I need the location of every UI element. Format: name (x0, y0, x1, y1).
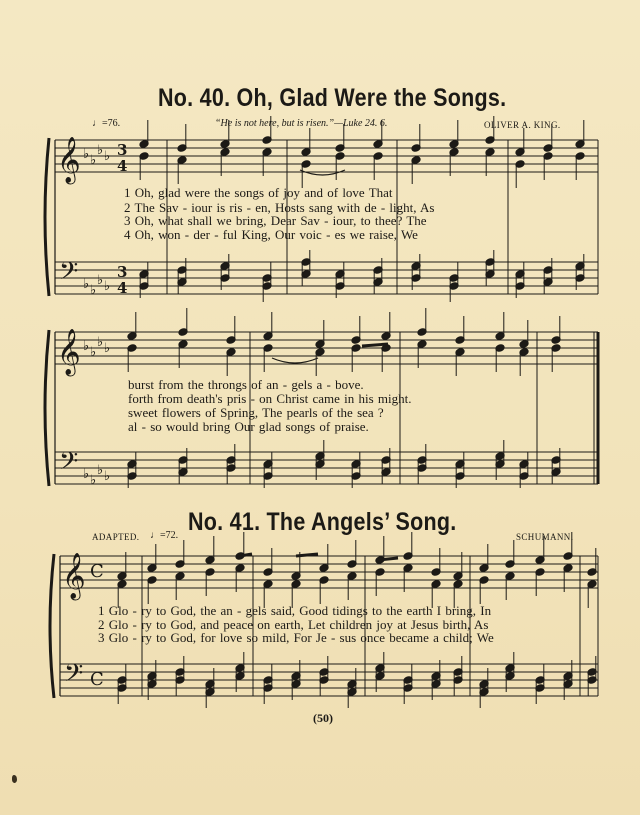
hymn-41-composer: SCHUMANN. (516, 532, 574, 542)
time-signature: 4 (117, 157, 128, 175)
flat-sign: ♭ (97, 463, 104, 478)
system-brace (45, 330, 49, 486)
hymn-40-s2-verse-2: forth from death's pris - on Christ came in his might. (128, 391, 412, 406)
hymn-40-s2-verse-1: burst from the throngs of an - gels a - bove. (128, 377, 364, 392)
hymn-41-verse-2: 2 Glo - ry to God, and peace on earth, Let children joy at Jesus birth, As (98, 617, 489, 632)
flat-sign: ♭ (97, 335, 104, 350)
note-beam (240, 554, 252, 556)
flat-sign: ♭ (104, 149, 111, 164)
treble-clef: 𝄞 (57, 137, 81, 183)
flat-sign: ♭ (90, 345, 97, 360)
flat-sign: ♭ (83, 277, 90, 292)
tie-slur (300, 170, 345, 175)
hymn-40-s1-verse-3: 3 Oh, what shall we bring, Dear Sav - iour, to thee? The (124, 213, 427, 228)
note-beam (296, 554, 318, 556)
hymn-40-title: No. 40. Oh, Glad Were the Songs. (158, 84, 507, 112)
flat-sign: ♭ (83, 339, 90, 354)
bass-clef: 𝄢 (59, 447, 79, 482)
time-signature: C (90, 561, 104, 582)
treble-clef: 𝄞 (62, 553, 86, 599)
hymn-40-s1-verse-2: 2 The Sav - iour is ris - en, Hosts sang with de - light, As (124, 200, 435, 215)
flat-sign: ♭ (104, 469, 111, 484)
flat-sign: ♭ (104, 279, 111, 294)
note-beam (362, 344, 388, 346)
hymn-40-s1-verse-4: 4 Oh, won - der - ful King, Our voic - es we raise, We (124, 227, 418, 242)
hymn-41-verse-3: 3 Glo - ry to God, for love so mild, For Je - sus once became a child; We (98, 630, 494, 645)
hymn-41-title: No. 41. The Angels’ Song. (188, 508, 457, 536)
bass-clef: 𝄢 (64, 659, 84, 694)
hymn-40-s1-verse-1: 1 Oh, glad were the songs of joy and of love That (124, 185, 393, 200)
note-beam (378, 558, 398, 560)
hymn-40-tempo: ♩=76. (92, 118, 121, 129)
flat-sign: ♭ (97, 143, 104, 158)
time-signature: 3 (117, 141, 128, 159)
flat-sign: ♭ (90, 153, 97, 168)
flat-sign: ♭ (90, 283, 97, 298)
hymn-41-adapted: ADAPTED. (92, 532, 140, 542)
treble-clef: 𝄞 (57, 329, 81, 375)
flat-sign: ♭ (97, 273, 104, 288)
hymn-41-verse-1: 1 Glo - ry to God, the an - gels said, Good tidings to the earth I bring, In (98, 603, 492, 618)
time-signature: 3 (117, 263, 128, 281)
hymn-40-composer: OLIVER A. KING. (484, 120, 561, 130)
tie-slur (272, 358, 318, 363)
system-brace (50, 554, 54, 698)
flat-sign: ♭ (83, 467, 90, 482)
flat-sign: ♭ (90, 473, 97, 488)
time-signature: C (90, 669, 104, 690)
page-number: (50) (313, 711, 333, 725)
hymn-40-scripture: “He is not here, but is risen.”—Luke 24. 6. (215, 118, 388, 129)
system-brace (45, 138, 49, 296)
hymn-41-tempo: ♩=72. (150, 530, 179, 541)
flat-sign: ♭ (83, 147, 90, 162)
hymn-40-s2-verse-3: sweet flowers of Spring, The pearls of the sea ? (128, 405, 384, 420)
hymn-40-s2-verse-4: al - so would bring Our glad songs of praise. (128, 419, 369, 434)
bass-clef: 𝄢 (59, 257, 79, 292)
flat-sign: ♭ (104, 341, 111, 356)
time-signature: 4 (117, 279, 128, 297)
